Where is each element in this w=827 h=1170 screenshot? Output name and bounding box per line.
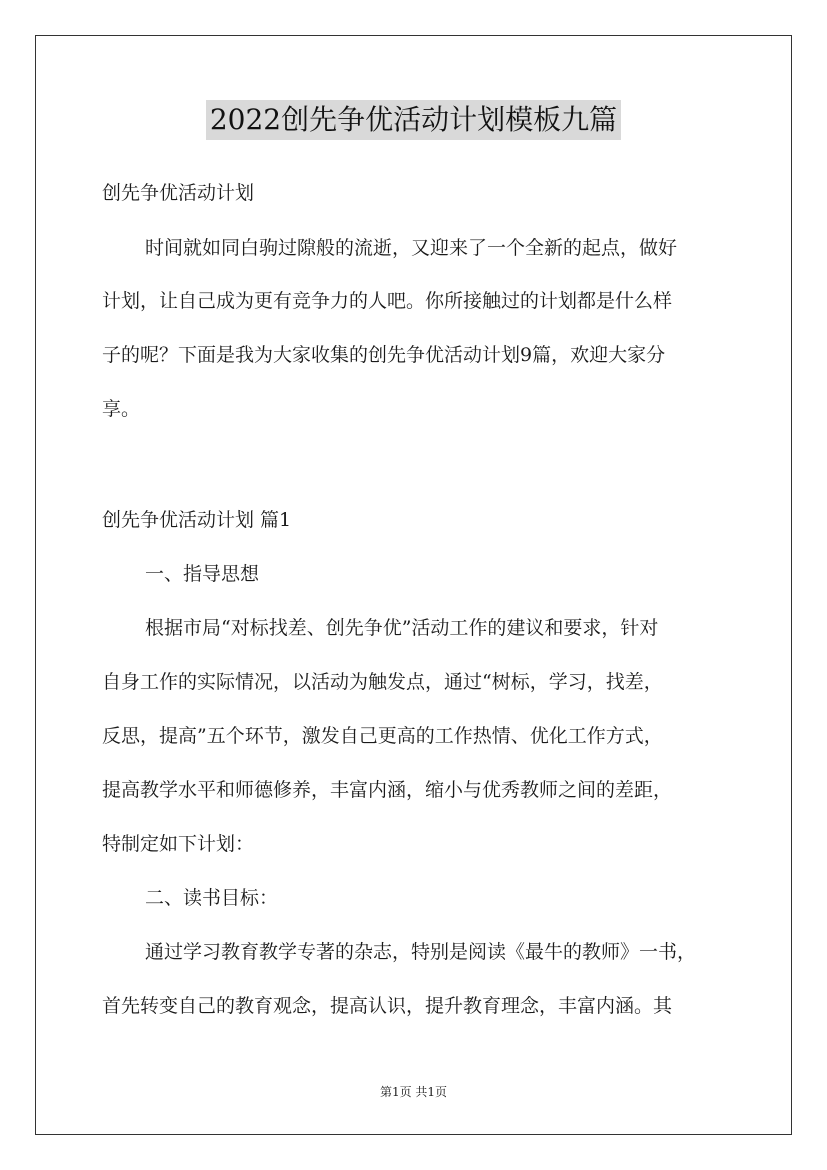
body-line: 自身工作的实际情况，以活动为触发点，通过“树标，学习，找差， [102,671,663,693]
part-heading: 二、读书目标： [145,887,279,909]
subtitle: 创先争优活动计划 [102,182,255,204]
body-line: 特制定如下计划： [102,833,255,855]
intro-line: 子的呢？下面是我为大家收集的创先争优活动计划9篇，欢迎大家分 [102,344,666,366]
body-line: 反思，提高”五个环节，激发自己更高的工作热情、优化工作方式， [102,725,663,747]
title-container [0,100,827,140]
section-heading: 创先争优活动计划 篇1 [102,509,292,531]
body-line: 首先转变自己的教育观念，提高认识，提升教育理念，丰富内涵。其 [102,995,673,1017]
part-heading: 一、指导思想 [145,563,260,585]
body-line: 根据市局“对标找差、创先争优”活动工作的建议和要求，针对 [145,617,659,639]
body-line: 提高教学水平和师德修养，丰富内涵，缩小与优秀教师之间的差距， [102,779,673,801]
intro-line: 计划，让自己成为更有竞争力的人吧。你所接触过的计划都是什么样 [102,290,673,312]
body-line: 通过学习教育教学专著的杂志，特别是阅读《最牛的教师》一书， [145,941,697,963]
page-number-footer: 第1页 共1页 [379,1085,448,1099]
document-title: 2022创先争优活动计划模板九篇 [206,100,621,140]
intro-line: 享。 [102,398,141,420]
intro-line: 时间就如同白驹过隙般的流逝，又迎来了一个全新的起点，做好 [145,237,678,259]
